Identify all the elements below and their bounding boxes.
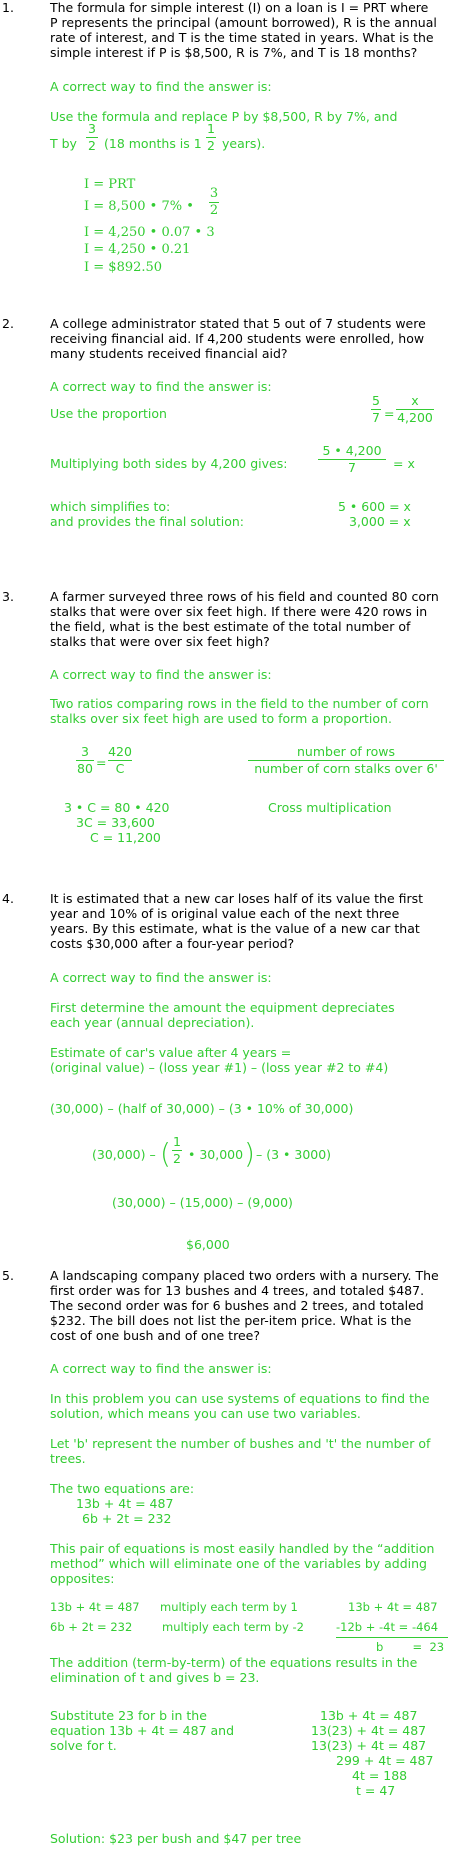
close-paren: ) [244, 1137, 255, 1170]
problem-5-work-4: 299 + 4t = 487 [336, 1753, 434, 1768]
problem-1-number: 1. [2, 0, 14, 15]
problem-4-question-line-1: It is estimated that a new car loses half of its value the first [50, 891, 424, 906]
fraction-x-over-4200 [396, 394, 434, 425]
problem-3-question-line-1: A farmer surveyed three rows of his field and counted 80 corn [50, 589, 439, 604]
problem-5-substitute-3: solve for t. [50, 1738, 117, 1753]
sum-line [336, 1637, 448, 1638]
problem-4-expression-3: (30,000) – (15,000) – (9,000) [112, 1195, 293, 1210]
problem-5-number: 5. [2, 1268, 14, 1283]
fraction-numerator: 1 [207, 121, 215, 136]
problem-4-question-line-3: years. By this estimate, what is the value of a new car that [50, 921, 420, 936]
problem-5-row-2-result: -12b + -4t = -464 [336, 1620, 439, 1634]
problem-1-eq-1: I = PRT [84, 177, 136, 192]
problem-3-cross-1: 3 • C = 80 • 420 [64, 800, 170, 815]
equals-sign: = [96, 755, 107, 770]
problem-2-simplifies: which simplifies to: [50, 499, 171, 514]
fraction-denominator: 80 [77, 761, 93, 776]
problem-3-two-ratios-1: Two ratios comparing rows in the field to the number of corn [50, 696, 429, 711]
problem-5-question-line-1: A landscaping company placed two orders with a nursery. The [50, 1268, 439, 1283]
problem-4-question-line-4: costs $30,000 after a four-year period? [50, 936, 295, 951]
fraction-5x4200-over-7 [318, 444, 386, 475]
problem-1-question-line-4: simple interest if P is $8,500, R is 7%, and T is 18 months? [50, 45, 418, 60]
problem-2-question-line-2: receiving financial aid. If 4,200 students were enrolled, how [50, 331, 425, 346]
fraction-one-half [206, 122, 216, 153]
fraction-numerator: 3 [81, 744, 89, 759]
problem-5-work-6: t = 47 [356, 1783, 396, 1798]
fraction-420-over-c [108, 745, 132, 776]
equals-sign: = [384, 406, 395, 421]
fraction-denominator: number of corn stalks over 6' [254, 761, 438, 776]
problem-2-question-line-1: A college administrator stated that 5 out of 7 students were [50, 316, 426, 331]
problem-4-first-2: each year (annual depreciation). [50, 1015, 255, 1030]
fraction-three-halves-eq [209, 187, 219, 218]
fraction-denominator: 7 [348, 460, 356, 475]
problem-3-question-line-2: stalks that were over six feet high. If there were 420 rows in [50, 604, 428, 619]
problem-5-eq-a: 13b + 4t = 487 [76, 1496, 174, 1511]
problem-5-row-1-op: multiply each term by 1 [160, 1600, 298, 1614]
problem-2-intro: A correct way to find the answer is: [50, 379, 272, 394]
problem-5-pair-3: opposites: [50, 1571, 115, 1586]
problem-5-addition-1: The addition (term-by-term) of the equations results in the [50, 1655, 418, 1670]
fraction-numerator: 420 [108, 744, 132, 759]
fraction-rows-over-stalks [248, 745, 444, 776]
fraction-numerator: 3 [88, 121, 96, 136]
problem-5-row-1-eq: 13b + 4t = 487 [50, 1600, 140, 1614]
problem-5-row-2-op: multiply each term by -2 [162, 1620, 304, 1634]
problem-5-question-line-2: first order was for 13 bushes and 4 trees, and totaled $487. [50, 1283, 425, 1298]
problem-1-eq-5: I = $892.50 [84, 260, 163, 275]
problem-4-expression-2-mid: • 30,000 [188, 1147, 244, 1162]
problem-1-eq-3: I = 4,250 • 0.07 • 3 [84, 225, 215, 240]
problem-5-substitute-1: Substitute 23 for b in the [50, 1708, 207, 1723]
problem-3-two-ratios-2: stalks over six feet high are used to form a proportion. [50, 711, 392, 726]
problem-4-number: 4. [2, 891, 14, 906]
problem-1-question-line-1: The formula for simple interest (I) on a loan is I = PRT where [50, 0, 429, 15]
fraction-numerator: x [411, 393, 419, 408]
problem-1-intro: A correct way to find the answer is: [50, 79, 272, 94]
problem-1-eq-2: I = 8,500 • 7% • [84, 199, 194, 214]
fraction-denominator: 2 [207, 138, 215, 153]
problem-5-work-5: 4t = 188 [352, 1768, 408, 1783]
problem-5-question-line-3: The second order was for 6 bushes and 2 trees, and totaled [50, 1298, 424, 1313]
fraction-denominator: 4,200 [397, 410, 433, 425]
fraction-numerator: 5 [372, 393, 380, 408]
problem-5-substitute-2: equation 13b + 4t = 487 and [50, 1723, 235, 1738]
problem-5-question-line-5: cost of one bush and of one tree? [50, 1328, 260, 1343]
problem-5-systems-2: solution, which means you can use two variables. [50, 1406, 361, 1421]
problem-5-work-2: 13(23) + 4t = 487 [311, 1723, 427, 1738]
fraction-denominator: 7 [372, 410, 380, 425]
problem-3-number: 3. [2, 589, 14, 604]
problem-2-number: 2. [2, 316, 14, 331]
problem-4-expression-2-start: (30,000) – [92, 1147, 156, 1162]
problem-4-intro: A correct way to find the answer is: [50, 970, 272, 985]
problem-4-estimate-2: (original value) – (loss year #1) – (loss year #2 to #4) [50, 1060, 389, 1075]
problem-3-cross-2: 3C = 33,600 [76, 815, 155, 830]
problem-5-addition-2: elimination of t and gives b = 23. [50, 1670, 260, 1685]
problem-5-let-1: Let 'b' represent the number of bushes and 't' the number of [50, 1436, 431, 1451]
problem-4-result: $6,000 [186, 1237, 230, 1252]
fraction-five-sevenths [371, 394, 381, 425]
problem-5-eq-b: 6b + 2t = 232 [82, 1511, 172, 1526]
problem-5-work-1: 13b + 4t = 487 [320, 1708, 418, 1723]
fraction-denominator: 2 [173, 1151, 181, 1166]
problem-3-cross-label: Cross multiplication [268, 800, 392, 815]
fraction-3-over-80 [76, 745, 94, 776]
problem-3-intro: A correct way to find the answer is: [50, 667, 272, 682]
problem-5-work-3: 13(23) + 4t = 487 [311, 1738, 427, 1753]
problem-5-question-line-4: $232. The bill does not list the per-item price. What is the [50, 1313, 412, 1328]
problem-4-expression-1: (30,000) – (half of 30,000) – (3 • 10% of 30,000) [50, 1101, 354, 1116]
problem-1-question-line-2: P represents the principal (amount borrowed), R is the annual [50, 15, 437, 30]
problem-1-months-note: (18 months is 1 [104, 136, 202, 151]
problem-2-provides: and provides the final solution: [50, 514, 245, 529]
equals-x: = x [393, 456, 415, 471]
problem-1-question-line-3: rate of interest, and T is the time stated in years. What is the [50, 30, 434, 45]
fraction-denominator: C [115, 761, 125, 776]
fraction-denominator: 2 [209, 203, 219, 218]
problem-5-row-2-eq: 6b + 2t = 232 [50, 1620, 133, 1634]
problem-2-step-2: 3,000 = x [349, 514, 411, 529]
problem-5-row-3-result: b = 23 [376, 1640, 445, 1654]
open-paren: ( [160, 1137, 171, 1170]
problem-2-multiplying: Multiplying both sides by 4,200 gives: [50, 456, 288, 471]
fraction-three-halves [86, 122, 98, 153]
fraction-one-half-car [172, 1135, 182, 1166]
problem-4-first-1: First determine the amount the equipment depreciates [50, 1000, 395, 1015]
problem-5-let-2: trees. [50, 1451, 86, 1466]
problem-3-question-line-4: stalks that were over six feet high? [50, 634, 270, 649]
problem-2-use-proportion: Use the proportion [50, 406, 167, 421]
problem-1-t-by: T by [50, 136, 77, 151]
problem-4-estimate-1: Estimate of car's value after 4 years = [50, 1045, 292, 1060]
fraction-numerator: 5 • 4,200 [322, 443, 382, 458]
fraction-numerator: 3 [209, 186, 219, 201]
problem-2-question-line-3: many students received financial aid? [50, 346, 288, 361]
problem-5-row-1-result: 13b + 4t = 487 [348, 1600, 438, 1614]
problem-5-pair-2: method” which will eliminate one of the variables by adding [50, 1556, 427, 1571]
problem-1-eq-4: I = 4,250 • 0.21 [84, 242, 191, 257]
problem-1-step: Use the formula and replace P by $8,500, R by 7%, and [50, 109, 398, 124]
problem-5-solution: Solution: $23 per bush and $47 per tree [50, 1831, 302, 1846]
problem-5-systems-1: In this problem you can use systems of equations to find the [50, 1391, 430, 1406]
problem-3-cross-3: C = 11,200 [90, 830, 161, 845]
fraction-numerator: 1 [173, 1134, 181, 1149]
fraction-denominator: 2 [88, 138, 96, 153]
problem-5-pair-1: This pair of equations is most easily handled by the “addition [50, 1541, 435, 1556]
problem-4-expression-2-end: – (3 • 3000) [256, 1147, 332, 1162]
fraction-numerator: number of rows [296, 744, 396, 759]
problem-5-intro: A correct way to find the answer is: [50, 1361, 272, 1376]
problem-4-question-line-2: year and 10% of is original value each of the next three [50, 906, 400, 921]
problem-5-two-equations: The two equations are: [50, 1481, 195, 1496]
problem-2-step-1: 5 • 600 = x [338, 499, 411, 514]
problem-1-months-end: years). [222, 136, 266, 151]
problem-3-question-line-3: the field, what is the best estimate of the total number of [50, 619, 411, 634]
